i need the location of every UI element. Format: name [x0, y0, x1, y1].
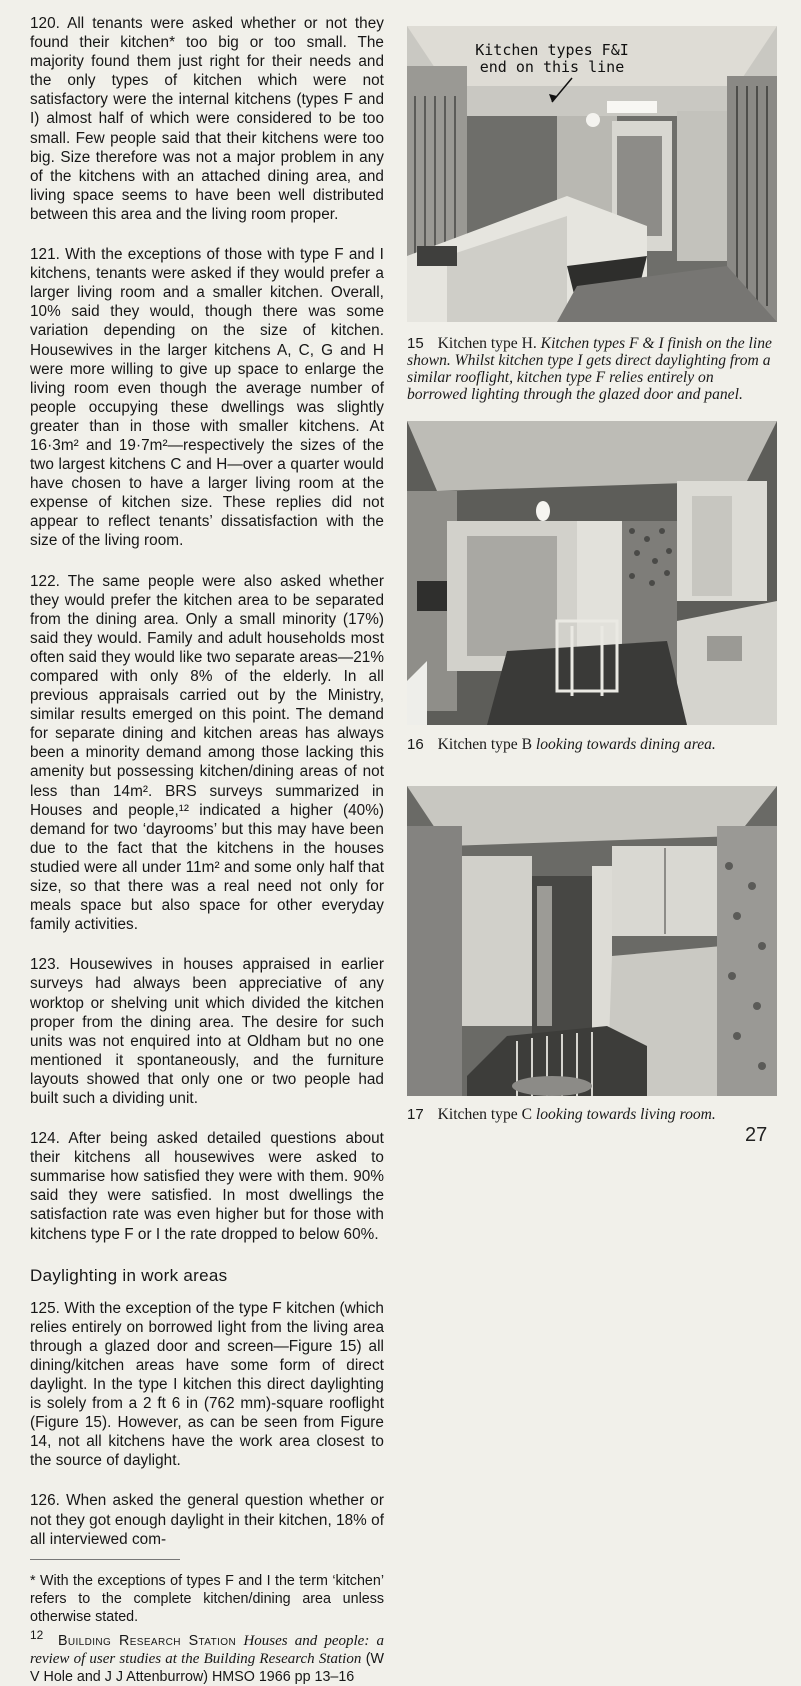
footnote-star: * With the exceptions of types F and I the term ‘kitchen’ refers to the complete kitchen/dining area unless otherwise stated.: [30, 1572, 384, 1625]
section-heading: Daylighting in work areas: [30, 1265, 228, 1285]
kitchen-c-illustration: [407, 786, 777, 1096]
figure-17-caption: [407, 1106, 777, 1123]
figure-17-caption-text: looking towards living room.: [535, 1106, 716, 1123]
paragraph-123: 123. Housewives in houses appraised in earlier surveys had always been appreciative of any worktop or shelving unit which divided the kitchen proper from the dining area. The desire for such units was not enquired into at Oldham but no one mentioned it spontaneously, and the furniture layouts showed that only one or two people had built such a dividing unit.: [30, 956, 384, 1107]
figure-17-caption-title: Kitchen type C: [437, 1106, 533, 1123]
paragraph-124: 124. After being asked detailed questions about their kitchens all housewives were asked to summarise how satisfied they were with them. 90% said they were satisfied. In most dwellings the satisfaction rate was even higher but for those with kitchens type F or I the rate dropped to below 60%.: [30, 1130, 384, 1243]
paragraph-120: 120. All tenants were asked whether or not they found their kitchen* too big or too small. The majority found them just right for their needs and the only types of kitchen which were not satisfactory were the internal kitchens (types F and I) almost half of which were considered to be too small. Few people said that their kitchens were too big. Size therefore was not a major problem in any of the kitchens with an attached dining area, and living space seems to have been well distributed between this area and the living room proper.: [30, 15, 384, 223]
figure-16-caption-text: looking towards dining area.: [535, 736, 716, 753]
photo-kitchen-type-c: [407, 786, 777, 1096]
paragraph-121: 121. With the exceptions of those with type F and I kitchens, tenants were asked if they would prefer a larger living room and a smaller kitchen. Overall, 10% said they would, though there was some variation depending on the size of kitchen. Housewives in the larger kitchens A, C, G and H were more willing to give up space to enlarge the living room even though the average number of people occupying these dwellings was slightly greater than in those with smaller kitchens. At 16·3m² and 19·7m²—respectively the sizes of the two largest kitchens C and H—over a quarter would have chosen to have a larger living room at the expense of kitchen size. These replies did not appear to reflect tenants’ dissatisfaction with the size of the living room.: [30, 246, 384, 550]
paragraph-125: 125. With the exception of the type F kitchen (which relies entirely on borrowed light from the living area through a glazed door and screen—Figure 15) all dining/kitchen areas have some form of direct daylight. In the type I kitchen this direct daylighting is solely from a 2 ft 6 in (762 mm)-square rooflight (Figure 15). However, as can be seen from Figure 14, not all kitchens have the work area closest to the source of daylight.: [30, 1299, 384, 1470]
kitchen-b-illustration: [407, 421, 777, 725]
footnote-divider: [30, 1559, 180, 1560]
text-column: [30, 14, 384, 1686]
footnote-ref-number: 12: [30, 1627, 44, 1642]
photo-kitchen-type-h: [407, 26, 777, 322]
paragraph-122: 122. The same people were also asked whether they would prefer the kitchen area to be separated from the dining area. Only a small minority (17%) said they would. Family and adult households most often said they would like two separate areas—21% compared with only 8% of the elderly. In all previous appraisals carried out by the Ministry, similar results emerged on this point. The demand for separate dining and kitchen areas has always been a minority demand among those lacking this amenity but possessing kitchen/dining areas of not less than 14m². BRS surveys summarized in Houses and people,¹² indicated a higher (40%) demand for two ‘dayrooms’ but this may have been due to the fact that the kitchens in the houses studied were all under 11m² and some only half that size, so that there was a real need not only for meals space but also space for other everyday family activities.: [30, 572, 384, 934]
figure-15-label: Kitchen types F&I end on this line: [475, 41, 629, 76]
page-number: 27: [745, 1124, 768, 1146]
footnote-title: Houses and people: a review of user studies at the Building Research Station: [30, 1632, 384, 1667]
figure-16-caption-title: Kitchen type B: [437, 736, 533, 753]
figure-16-caption: [407, 736, 777, 753]
footnote-org: Building Research Station: [57, 1632, 237, 1649]
figure-15-caption-text: Kitchen types F & I finish on the line shown. Whilst kitchen type I gets direct daylighting from a similar rooflight, kitchen type F relies entirely on borrowed lighting through the glazed door and panel.: [407, 335, 772, 403]
figure-15-caption-title: Kitchen type H.: [437, 335, 537, 352]
photo-kitchen-type-b: [407, 421, 777, 725]
figure-16-number: 16: [407, 736, 424, 753]
figure-15-caption: [407, 335, 777, 403]
footnote-rest: (W V Hole and J J Attenburrow) HMSO 1966 pp 13–16: [30, 1650, 384, 1685]
footnote-12: [30, 1626, 384, 1686]
figure-17-number: 17: [407, 1106, 424, 1123]
paragraph-126: 126. When asked the general question whether or not they got enough daylight in their kitchen, 18% of all interviewed com-: [30, 1492, 384, 1548]
figure-15-number: 15: [407, 335, 424, 352]
